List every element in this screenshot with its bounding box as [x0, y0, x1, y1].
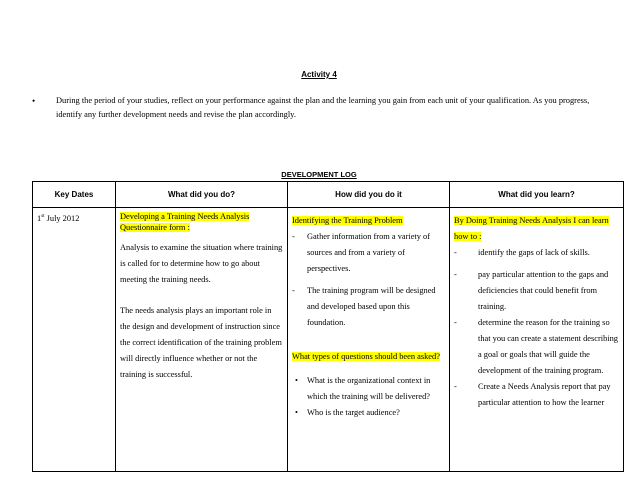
list-item: - Create a Needs Analysis report that pay particular attention to how the learner — [454, 379, 619, 411]
cell-what-did-you-do — [116, 208, 288, 472]
header-key-dates: Key Dates — [33, 182, 116, 208]
list-item: - identify the gaps of lack of skills. — [454, 245, 619, 261]
list-item: - The training program will be designed and developed based upon this foundation. — [292, 283, 445, 331]
development-log-table — [32, 181, 624, 472]
bullet-icon: • — [32, 96, 36, 106]
cell-how-did-you-do-it — [288, 208, 450, 472]
list-item: - Gather information from a variety of sources and from a variety of perspectives. — [292, 229, 445, 277]
do-paragraph-2: The needs analysis plays an important role in the design and development of instruction since the correct identification of the training problem will directly influence whether or not the training is successful. — [120, 306, 282, 379]
date-month-year: July 2012 — [44, 213, 80, 223]
list-item: • What is the organizational context in which the training will be delivered? — [292, 373, 445, 405]
date-day: 1 — [37, 213, 42, 223]
do-paragraph-1: Analysis to examine the situation where training is called for to determine how to go about meeting the training needs. — [120, 243, 283, 284]
cell-key-date — [33, 208, 116, 472]
list-item: - pay particular attention to the gaps and deficiencies that could benefit from training. — [454, 267, 619, 315]
header-what-did-you-learn: What did you learn? — [450, 182, 624, 208]
table-row — [33, 208, 624, 472]
cell-what-did-you-learn — [450, 208, 624, 472]
list-item: - determine the reason for the training so that you can create a statement describing a goal or goals that will guide the development of the training program. — [454, 315, 619, 379]
instruction-text: During the period of your studies, reflect on your performance against the plan and the learning you gain from each unit of your qualification. As you progress, identify any further development needs and revise the plan accordingly. — [56, 96, 590, 119]
list-item: • Who is the target audience? — [292, 405, 445, 421]
header-what-did-you-do: What did you do? — [116, 182, 288, 208]
instruction-item — [32, 94, 616, 122]
do-heading: Developing a Training Needs Analysis Questionnaire form : — [120, 212, 250, 232]
development-log-title: DEVELOPMENT LOG — [281, 170, 357, 179]
learn-heading: By Doing Training Needs Analysis I can learn how to : — [454, 216, 609, 241]
activity-title: Activity 4 — [301, 70, 337, 79]
header-how-did-you-do-it: How did you do it — [288, 182, 450, 208]
date-suffix: st — [41, 214, 45, 219]
how-heading: Identifying the Training Problem — [292, 216, 403, 225]
how-question: What types of questions should been asked? — [292, 352, 440, 361]
table-header-row — [33, 182, 624, 208]
